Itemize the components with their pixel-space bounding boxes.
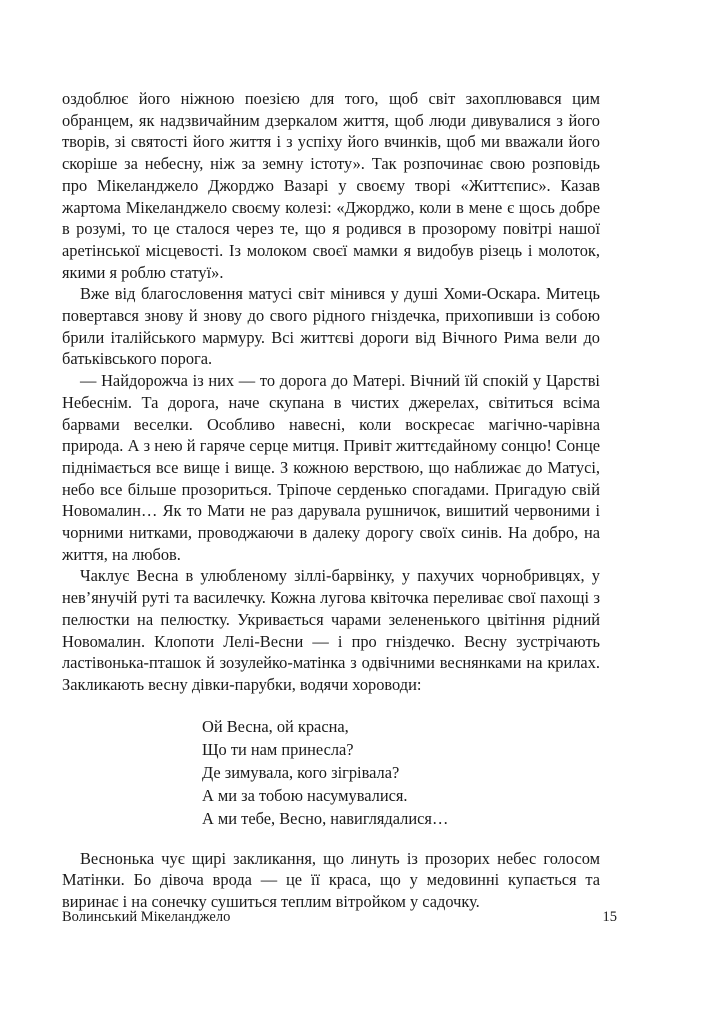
- page-body: [62, 88, 600, 913]
- poem-line: Ой Весна, ой красна,: [202, 716, 349, 736]
- poem: [202, 715, 600, 830]
- paragraph: оздоблює його ніжною поезією для того, щоб світ захоплювався цим обранцем, як надзвичайним дзеркалом життя, щоб люди дивувалися з його творів, зі святості його життя і з успіху його вчинків, щоб ми вважали його скоріше за небесну, ніж за земну істоту». Так розпочинає свою розповідь про Мікеланджело Джорджо Вазарі у своєму творі «Життєпис». Казав жартома Мікеланджело своєму колезі: «Джорджо, коли в мене є щось добре в розумі, то це сталося через те, що я родився в прозорому повітрі нашої аретінської місцевості. Із молоком своєї мамки я видобув різець і молоток, якими я роблю статуї».: [62, 89, 600, 282]
- poem-line: А ми за тобою насумувалися.: [202, 785, 408, 805]
- page-number: 15: [602, 909, 617, 925]
- running-footer-title: Волинський Мікеланджело: [62, 909, 231, 925]
- poem-line: А ми тебе, Весно, навиглядалися…: [202, 808, 449, 828]
- closing-paragraph: Веснонька чує щирі закликання, що линуть із прозорих небес голосом Матінки. Бо дівоча врода — це її краса, що у медовинні купається та виринає і на сонечку сушиться теплим вітройком у садочку.: [62, 848, 600, 912]
- paragraph: — Найдорожча із них — то дорога до Матері. Вічний їй спокій у Царстві Небеснім. Та дорога, наче скупана в чистих джерелах, світиться всіма барвами веселки. Особливо навесні, коли воскресає магічно-чарівна природа. А з нею й гаряче серце митця. Привіт життєдайному сонцю! Сонце піднімається все вище і вище. З кожною верствою, що наближає до Матусі, небо все більше прозориться. Тріпоче серденько спогадами. Пригадую свій Новомалин… Як то Мати не раз дарувала рушничок, вишитий червоними і чорними нитками, проводжаючи в далеку дорогу своїх синів. На добро, на життя, на любов.: [62, 371, 600, 564]
- poem-line: Де зимувала, кого зігрівала?: [202, 762, 400, 782]
- paragraph: Вже від благословення матусі світ мінився у душі Хоми-Оскара. Митець повертався знову й знову до свого рідного гніздечка, прихопивши із собою брили італійського мармуру. Всі життєві дороги від Вічного Рима вели до батьківського порога.: [62, 284, 600, 369]
- paragraph: Чаклує Весна в улюбленому зіллі-барвінку, у пахучих чорнобривцях, у нев’янучій руті та василечку. Кожна лугова квіточка переливає свої пахощі з пелюстки на пелюстку. Укривається чарами зелененького цвітіння рідний Новомалин. Клопоти Лелі-Весни — і про гніздечко. Весну зустрічають ластівонька-пташок й зозулейко-матінка з одвічними веснянками на крилах. Закликають весну дівки-парубки, водячи хороводи:: [62, 566, 600, 694]
- poem-line: Що ти нам принесла?: [202, 739, 354, 759]
